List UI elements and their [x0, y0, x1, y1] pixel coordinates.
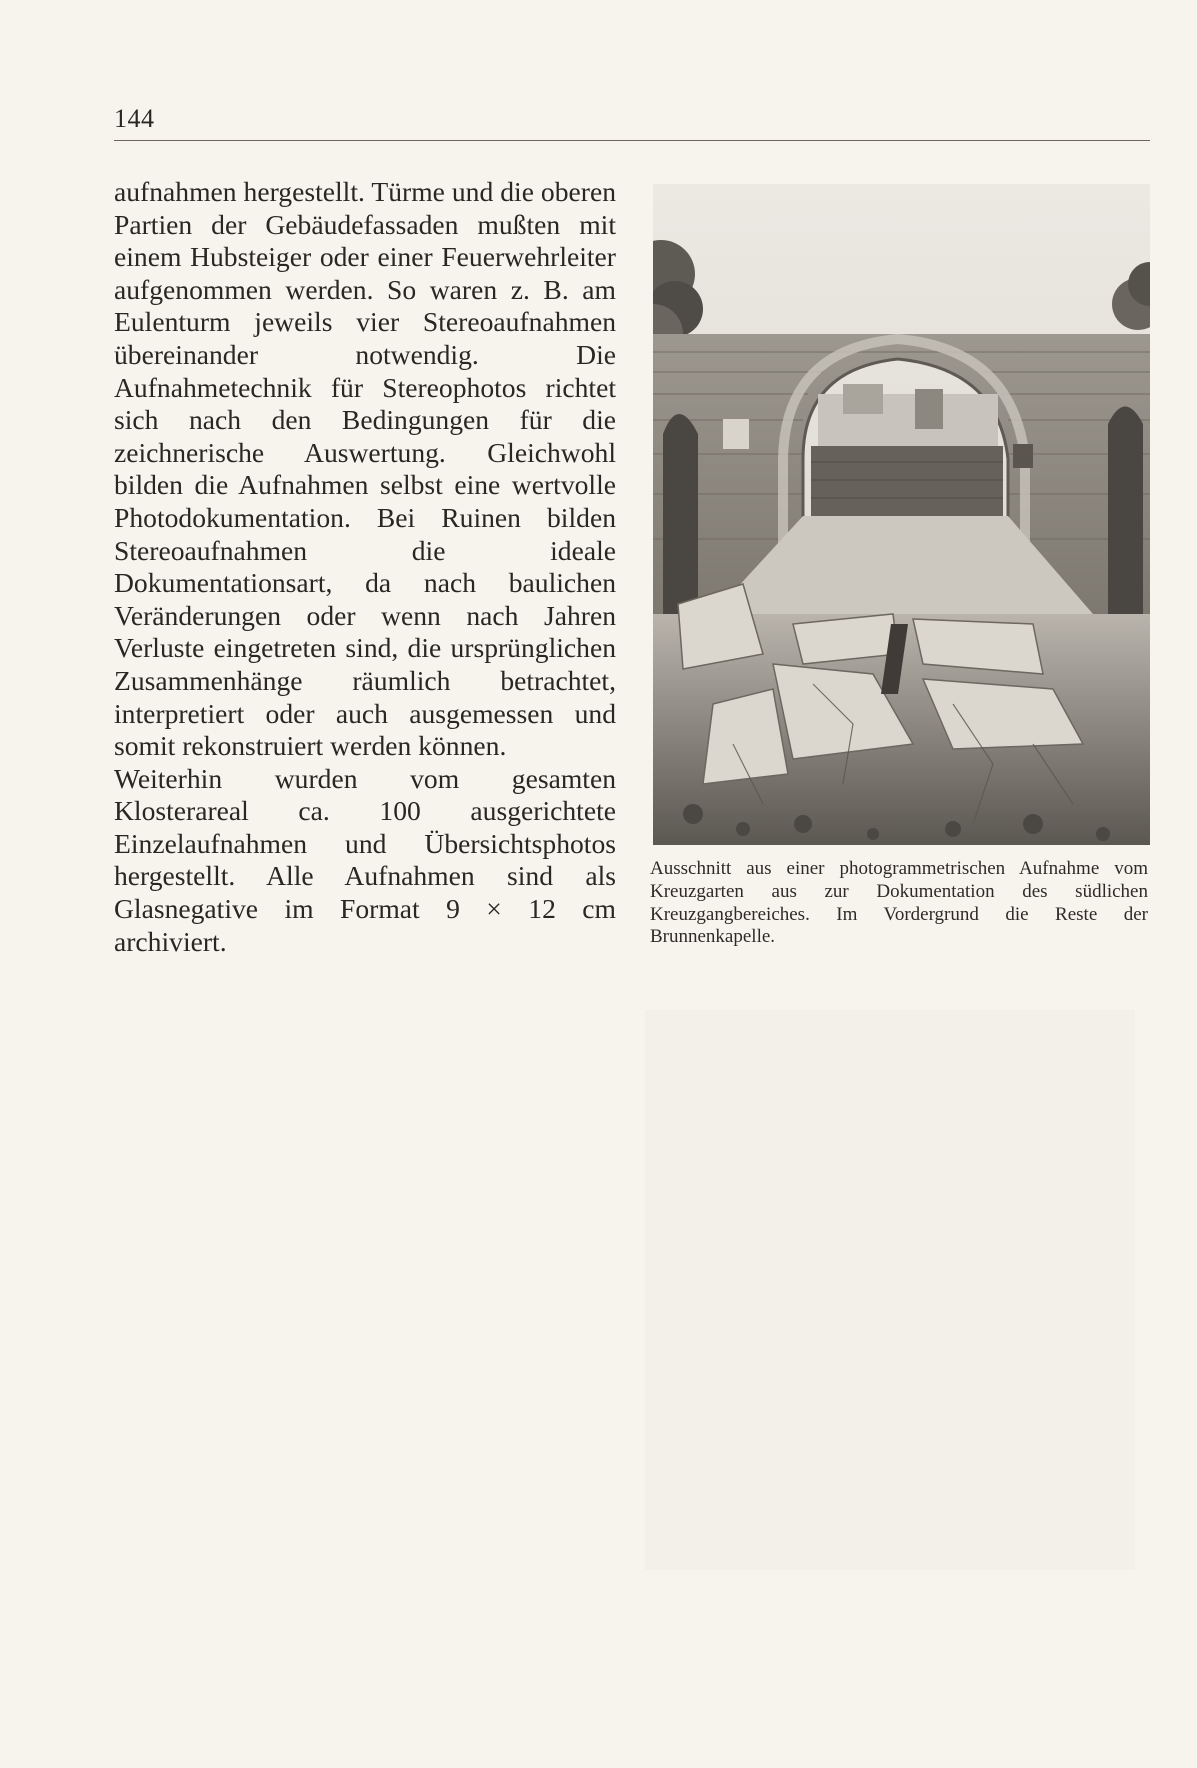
cloister-photograph	[653, 184, 1150, 845]
cloister-photo-illustration	[653, 184, 1150, 845]
figure-caption: Ausschnitt aus einer photogrammetrischen Aufnahme vom Kreuzgarten aus zur Dokumentation des südlichen Kreuzgangbereiches. Im Vordergrund die Reste der Brunnenkapelle.	[650, 858, 1148, 948]
header-rule	[114, 140, 1150, 141]
body-text-column	[114, 176, 616, 958]
body-paragraph-1: aufnahmen hergestellt. Türme und die oberen Partien der Gebäudefassaden mußten mit einem Hubsteiger oder einer Feuerwehrleiter aufgenommen werden. So waren z. B. am Eulenturm jeweils vier Stereoaufnahmen übereinander notwendig. Die Aufnahmetechnik für Stereophotos richtet sich nach den Bedingungen für die zeichnerische Auswertung. Gleichwohl bilden die Aufnahmen selbst eine wertvolle Photodokumentation. Bei Ruinen bilden Stereoaufnahmen die ideale Dokumentationsart, da nach baulichen Veränderungen oder wenn nach Jahren Verluste eingetreten sind, die ursprünglichen Zusammenhänge räumlich betrachtet, interpretiert oder auch ausgemessen und somit rekonstruiert werden können.	[114, 176, 616, 762]
page-number: 144	[114, 104, 155, 133]
paper-show-through	[645, 1010, 1135, 1570]
body-paragraph-2: Weiterhin wurden vom gesamten Klosterareal ca. 100 ausgerichtete Einzelaufnahmen und Übersichtsphotos hergestellt. Alle Aufnahmen sind als Glasnegative im Format 9 × 12 cm archiviert.	[114, 762, 616, 957]
